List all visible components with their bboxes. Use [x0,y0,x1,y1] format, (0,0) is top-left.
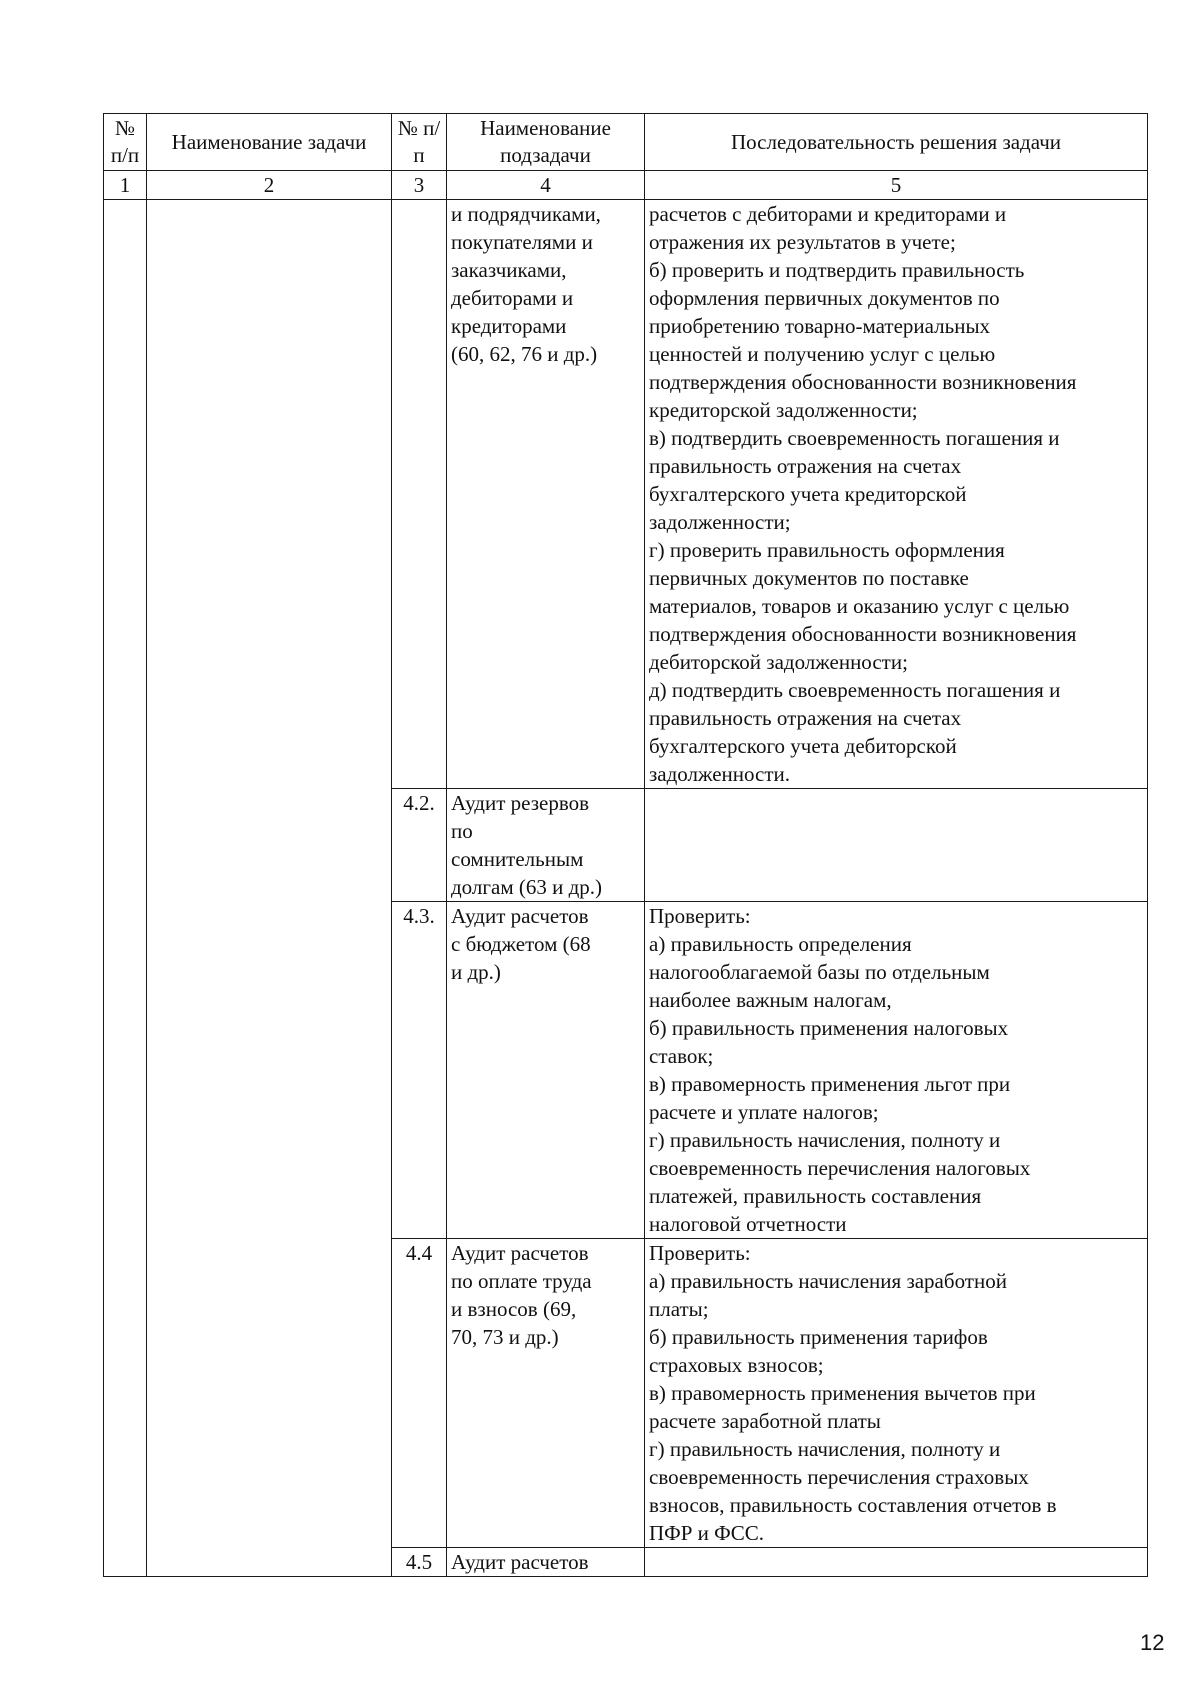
subtask-name [447,789,645,902]
column-number: 2 [147,171,392,200]
step-line: в) подтвердить своевременность погашения и [649,426,1060,450]
step-line: д) подтвердить своевременность погашения и [649,678,1061,702]
step-line: взносов, правильность составления отчетов в [649,1493,1057,1517]
header-col-solution-sequence: Последовательность решения задачи [645,114,1148,171]
subtask-name [447,902,645,1239]
step-line: кредиторской задолженности; [649,398,918,422]
subtask-line: и др.) [451,960,501,984]
step-line: а) правильность определения [649,932,912,956]
subtask-number: 4.3. [392,902,447,1239]
step-line: Проверить: [649,904,751,928]
step-line: задолженности; [649,510,791,534]
header-row [104,114,1148,171]
solution-steps [645,200,1148,789]
step-line: платы; [649,1297,709,1321]
step-line: в) правомерность применения вычетов при [649,1381,1036,1405]
step-line: правильность отражения на счетах [649,454,962,478]
column-number-row [104,171,1148,200]
step-line: своевременность перечисления налоговых [649,1156,1031,1180]
step-line: расчете и уплате налогов; [649,1100,879,1124]
step-line: расчетов с дебиторами и кредиторами и [649,202,1007,226]
subtask-line: 70, 73 и др.) [451,1325,559,1349]
step-line: расчете заработной платы [649,1409,881,1433]
page-number: 12 [1140,1630,1165,1655]
step-line: бухгалтерского учета дебиторской [649,734,957,758]
step-line: г) проверить правильность оформления [649,538,1005,562]
header-col-number: № п/п [104,114,147,171]
subtask-line: Аудит расчетов [451,904,589,928]
header-col-subnumber: № п/п [392,114,447,171]
step-line: ставок; [649,1044,714,1068]
subtask-line: Аудит расчетов [451,1241,589,1265]
task-number-cell [104,200,147,1577]
subtask-line: по [451,819,473,843]
step-line: г) правильность начисления, полноту и [649,1437,1001,1461]
column-number: 3 [392,171,447,200]
header-col-task-name: Наименование задачи [147,114,392,171]
subtask-number [392,200,447,789]
step-line: б) проверить и подтвердить правильность [649,258,1025,282]
column-number: 1 [104,171,147,200]
solution-steps [645,902,1148,1239]
subtask-line: и подрядчиками, [451,202,601,226]
subtask-number: 4.5 [392,1548,447,1577]
step-line: задолженности. [649,762,791,786]
step-line: отражения их результатов в учете; [649,230,956,254]
step-line: наиболее важным налогам, [649,988,892,1012]
step-line: б) правильность применения налоговых [649,1016,1009,1040]
step-line: платежей, правильность составления [649,1184,982,1208]
subtask-line: (60, 62, 76 и др.) [451,342,598,366]
step-line: г) правильность начисления, полноту и [649,1128,1001,1152]
subtask-line: по оплате труда [451,1269,592,1293]
subtask-line: кредиторами [451,314,567,338]
subtask-line: Аудит резервов [451,791,590,815]
subtask-number: 4.2. [392,789,447,902]
audit-tasks-table [103,113,1148,1577]
step-line: первичных документов по поставке [649,566,969,590]
subtask-line: и взносов (69, [451,1297,577,1321]
solution-steps [645,1548,1148,1577]
step-line: налоговой отчетности [649,1212,847,1236]
step-line: ценностей и получению услуг с целью [649,342,996,366]
subtask-line: дебиторами и [451,286,574,310]
task-name-cell [147,200,392,1577]
step-line: страховых взносов; [649,1353,824,1377]
step-line: материалов, товаров и оказанию услуг с целью [649,594,1070,618]
step-line: в) правомерность применения льгот при [649,1072,1011,1096]
step-line: своевременность перечисления страховых [649,1465,1029,1489]
step-line: дебиторской задолженности; [649,650,908,674]
subtask-line: сомнительным [451,847,584,871]
step-line: б) правильность применения тарифов [649,1325,988,1349]
solution-steps [645,789,1148,902]
header-col-subtask-name: Наименование подзадачи [447,114,645,171]
subtask-line: заказчиками, [451,258,567,282]
step-line: а) правильность начисления заработной [649,1269,1007,1293]
subtask-name [447,200,645,789]
subtask-number: 4.4 [392,1239,447,1548]
subtask-name [447,1548,645,1577]
step-line: ПФР и ФСС. [649,1521,765,1545]
step-line: подтверждения обоснованности возникновения [649,370,1077,394]
step-line: оформления первичных документов по [649,286,1000,310]
subtask-line: покупателями и [451,230,593,254]
subtask-line: Аудит расчетов [451,1550,589,1574]
subtask-line: долгам (63 и др.) [451,875,603,899]
column-number: 4 [447,171,645,200]
step-line: бухгалтерского учета кредиторской [649,482,967,506]
solution-steps [645,1239,1148,1548]
subtask-name [447,1239,645,1548]
column-number: 5 [645,171,1148,200]
table-row [104,200,1148,789]
step-line: подтверждения обоснованности возникновения [649,622,1077,646]
step-line: налогооблагаемой базы по отдельным [649,960,990,984]
step-line: приобретению товарно-материальных [649,314,991,338]
subtask-line: с бюджетом (68 [451,932,591,956]
step-line: правильность отражения на счетах [649,706,962,730]
step-line: Проверить: [649,1241,751,1265]
